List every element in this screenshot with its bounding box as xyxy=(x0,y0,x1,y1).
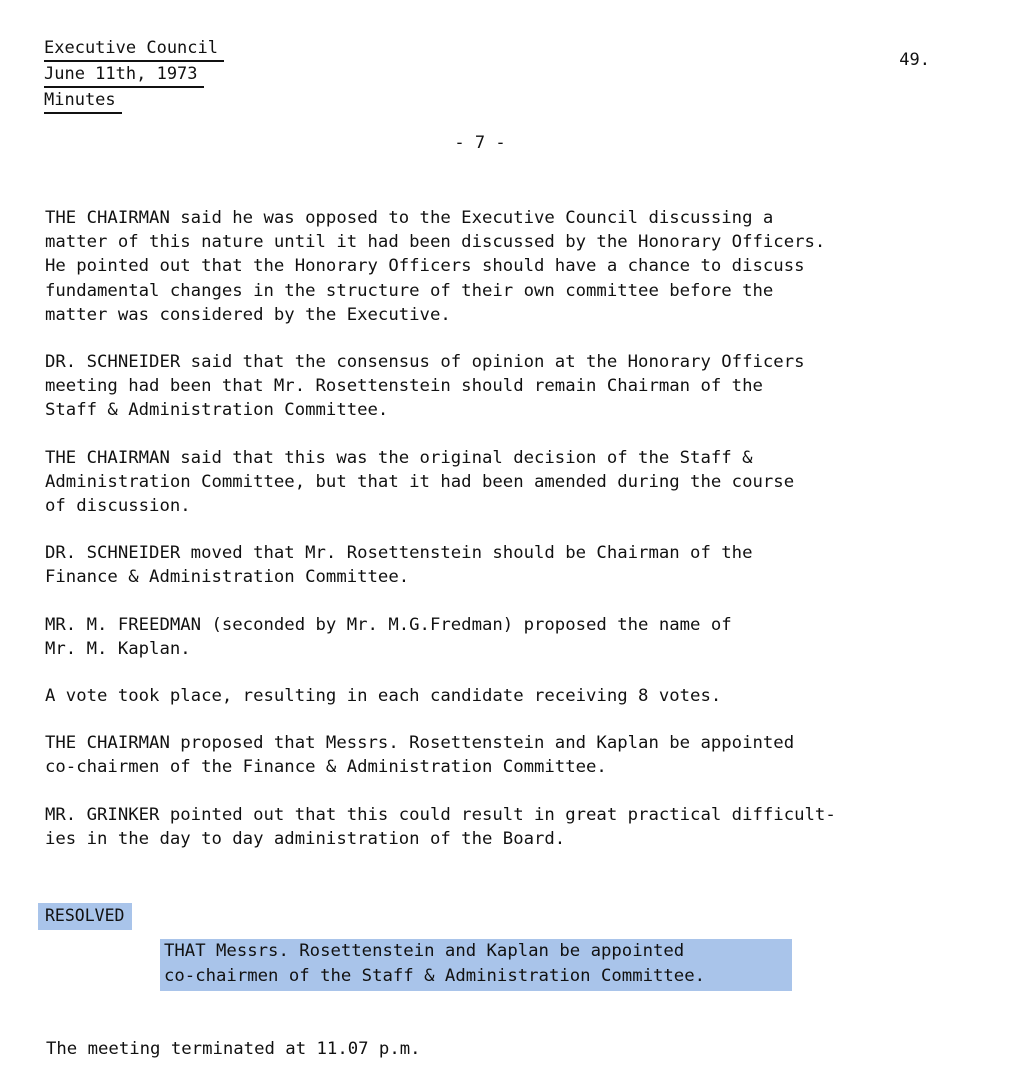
header-minutes: Minutes xyxy=(44,88,122,114)
minutes-body xyxy=(45,206,975,874)
header-date: June 11th, 1973 xyxy=(44,62,204,88)
paragraph: MR. M. FREEDMAN (seconded by Mr. M.G.Fredman) proposed the name of Mr. M. Kaplan. xyxy=(45,614,732,659)
closing-statement: The meeting terminated at 11.07 p.m. xyxy=(46,1039,421,1059)
paragraph: THE CHAIRMAN proposed that Messrs. Rosettenstein and Kaplan be appointed co-chairmen of the Finance & Administration Committee. xyxy=(45,733,795,778)
paragraph: DR. SCHNEIDER moved that Mr. Rosettenstein should be Chairman of the Finance & Administration Committee. xyxy=(45,543,753,588)
resolved-label: RESOLVED xyxy=(38,903,132,930)
header-council: Executive Council xyxy=(44,36,224,62)
resolved-text: THAT Messrs. Rosettenstein and Kaplan be appointed co-chairmen of the Staff & Administration Committee. xyxy=(160,939,792,991)
paragraph: THE CHAIRMAN said he was opposed to the Executive Council discussing a matter of this nature until it had been discussed by the Honorary Officers. He pointed out that the Honorary Officers should have a chance to discuss fundamental changes in the structure of their own committee before the matter was considered by the Executive. xyxy=(45,208,826,325)
paragraph: DR. SCHNEIDER said that the consensus of opinion at the Honorary Officers meeting had been that Mr. Rosettenstein should remain Chairman of the Staff & Administration Committee. xyxy=(45,352,805,421)
page-number: 49. xyxy=(899,50,930,70)
paragraph: MR. GRINKER pointed out that this could result in great practical difficult- ies in the day to day administration of the Board. xyxy=(45,804,836,849)
document-header xyxy=(44,36,224,114)
paragraph: A vote took place, resulting in each candidate receiving 8 votes. xyxy=(45,686,722,707)
page-subnumber: - 7 - xyxy=(454,133,506,153)
paragraph: THE CHAIRMAN said that this was the original decision of the Staff & Administration Committee, but that it had been amended during the course of discussion. xyxy=(45,447,795,517)
